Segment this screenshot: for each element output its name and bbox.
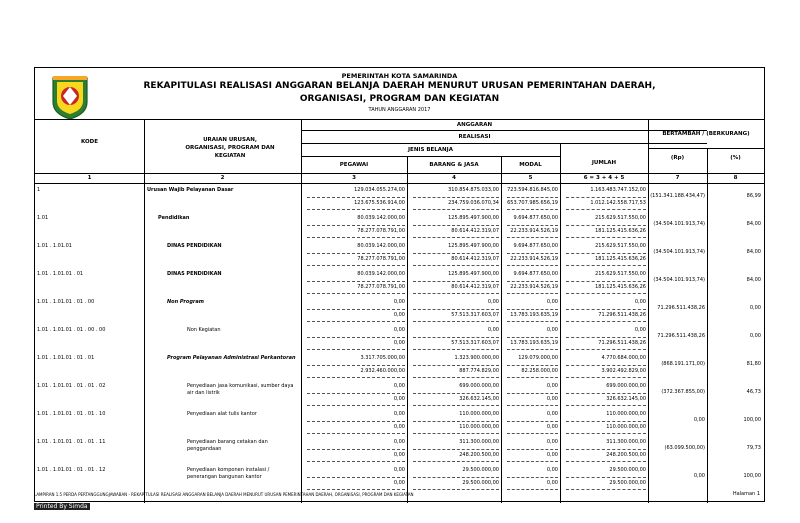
col-pct: (%) xyxy=(730,155,741,161)
row-anggaran-value: 80.039.142.000,00 xyxy=(357,243,405,249)
row-separator xyxy=(566,309,646,310)
row-separator xyxy=(566,477,646,478)
row-realisasi-value: 0,00 xyxy=(393,452,405,458)
row-kode: 1.01 . 1.01.01 xyxy=(37,243,72,249)
row-anggaran-value: 9.694.877.650,00 xyxy=(513,271,558,277)
row-anggaran-value: 9.694.877.650,00 xyxy=(513,243,558,249)
row-anggaran-value: 0,00 xyxy=(634,299,646,305)
row-realisasi-value: 57.513.317.603,07 xyxy=(451,312,499,318)
row-separator xyxy=(307,433,405,434)
row-realisasi-value: 22.233.914.526,19 xyxy=(510,284,558,290)
row-realisasi-value: 29.500.000,00 xyxy=(462,480,499,486)
col-bertambah: BERTAMBAH / (BERKURANG) xyxy=(662,131,750,137)
row-realisasi-value: 181.125.415.636,26 xyxy=(595,228,646,234)
row-anggaran-value: 0,00 xyxy=(546,299,558,305)
row-separator xyxy=(307,365,405,366)
col-modal: MODAL xyxy=(519,162,542,168)
row-separator xyxy=(413,309,499,310)
row-separator xyxy=(307,449,405,450)
row-anggaran-value: 0,00 xyxy=(487,327,499,333)
row-separator xyxy=(307,377,405,378)
row-separator xyxy=(566,265,646,266)
row-separator xyxy=(413,281,499,282)
row-separator xyxy=(307,281,405,282)
col-num-3: 3 xyxy=(352,175,356,181)
row-separator xyxy=(307,405,405,406)
row-separator xyxy=(566,237,646,238)
row-selisih-rp: (63.099.500,00) xyxy=(664,445,705,451)
row-anggaran-value: 110.000.000,00 xyxy=(459,411,499,417)
report-title-line1: REKAPITULASI REALISASI ANGGARAN BELANJA DAERAH MENURUT URUSAN PEMERINTAHAN DAERAH, xyxy=(143,81,656,91)
row-separator xyxy=(566,377,646,378)
row-separator xyxy=(413,489,499,490)
row-separator xyxy=(413,253,499,254)
row-separator xyxy=(307,225,405,226)
row-realisasi-value: 110.000.000,00 xyxy=(459,424,499,430)
row-separator xyxy=(307,253,405,254)
row-anggaran-value: 0,00 xyxy=(393,327,405,333)
printed-by-stamp: Printed By Simda xyxy=(36,503,88,510)
row-anggaran-value: 311.300.000,00 xyxy=(606,439,646,445)
row-separator xyxy=(566,393,646,394)
row-anggaran-value: 29.500.000,00 xyxy=(609,467,646,473)
row-realisasi-value: 78.277.078.791,00 xyxy=(357,228,405,234)
row-separator xyxy=(307,393,405,394)
row-separator xyxy=(307,477,405,478)
row-separator xyxy=(507,449,558,450)
row-uraian: Urusan Wajib Pelayanan Dasar xyxy=(147,187,234,193)
row-anggaran-value: 0,00 xyxy=(393,383,405,389)
gov-title: PEMERINTAH KOTA SAMARINDA xyxy=(341,72,458,80)
row-realisasi-value: 248.200.500,00 xyxy=(606,452,646,458)
row-anggaran-value: 110.000.000,00 xyxy=(606,411,646,417)
row-selisih-rp: (372.367.855,00) xyxy=(661,389,705,395)
row-realisasi-value: 326.632.145,00 xyxy=(606,396,646,402)
row-separator xyxy=(413,209,499,210)
row-kode: 1.01 . 1.01.01 . 01 . 01 xyxy=(37,355,95,361)
col-rp: (Rp) xyxy=(670,155,685,161)
row-anggaran-value: 215.629.517.550,00 xyxy=(595,243,646,249)
row-selisih-pct: 81,80 xyxy=(746,361,761,367)
col-jumlah: JUMLAH xyxy=(591,160,617,166)
row-anggaran-value: 311.300.000,00 xyxy=(459,439,499,445)
row-separator xyxy=(566,337,646,338)
row-kode: 1.01 . 1.01.01 . 01 . 01 . 11 xyxy=(37,439,106,445)
report-frame xyxy=(34,67,765,502)
jenis-line xyxy=(301,156,560,157)
row-anggaran-value: 0,00 xyxy=(393,467,405,473)
row-selisih-rp: (34.504.101.913,74) xyxy=(653,221,705,227)
row-realisasi-value: 80.614.412.319,07 xyxy=(451,228,499,234)
row-realisasi-value: 82.258.000,00 xyxy=(521,368,558,374)
row-anggaran-value: 0,00 xyxy=(546,467,558,473)
row-realisasi-value: 22.233.914.526,19 xyxy=(510,228,558,234)
row-kode: 1.01 . 1.01.01 . 01 xyxy=(37,271,84,277)
row-separator xyxy=(507,349,558,350)
row-kode: 1 xyxy=(37,187,41,193)
col-num-8: 8 xyxy=(733,175,738,181)
row-realisasi-value: 71.296.511.438,26 xyxy=(598,312,646,318)
row-realisasi-value: 234.759.036.070,34 xyxy=(448,200,499,206)
row-uraian: Penyediaan barang cetakan dan penggandaan xyxy=(187,439,268,452)
row-separator xyxy=(307,489,405,490)
row-realisasi-value: 80.614.412.319,07 xyxy=(451,284,499,290)
row-anggaran-value: 80.039.142.000,00 xyxy=(357,215,405,221)
row-realisasi-value: 0,00 xyxy=(393,396,405,402)
col-barang: BARANG & JASA xyxy=(429,162,479,168)
row-separator xyxy=(566,365,646,366)
col-anggaran: ANGGARAN xyxy=(456,122,493,128)
row-selisih-rp: (151.341.188.434,47) xyxy=(650,193,705,199)
anggaran-line xyxy=(301,130,707,131)
row-selisih-rp: (34.504.101.913,74) xyxy=(653,277,705,283)
row-anggaran-value: 129.034.055.274,00 xyxy=(354,187,405,193)
realisasi-line xyxy=(301,143,707,144)
row-selisih-pct: 100,00 xyxy=(743,473,761,479)
row-anggaran-value: 29.500.000,00 xyxy=(462,467,499,473)
row-anggaran-value: 215.629.517.550,00 xyxy=(595,271,646,277)
row-separator xyxy=(413,433,499,434)
row-selisih-rp: (34.504.101.913,74) xyxy=(653,249,705,255)
row-anggaran-value: 4.770.684.000,00 xyxy=(601,355,646,361)
row-separator xyxy=(507,365,558,366)
row-separator xyxy=(507,433,558,434)
row-selisih-rp: 71.296.511.438,26 xyxy=(657,333,705,339)
row-separator xyxy=(507,197,558,198)
row-separator xyxy=(507,237,558,238)
row-separator xyxy=(507,421,558,422)
row-separator xyxy=(566,281,646,282)
row-separator xyxy=(413,197,499,198)
row-separator xyxy=(307,237,405,238)
fiscal-year: TAHUN ANGGARAN 2017 xyxy=(368,107,431,113)
row-selisih-pct: 100,00 xyxy=(743,417,761,423)
row-anggaran-value: 723.594.816.845,00 xyxy=(507,187,558,193)
row-anggaran-value: 0,00 xyxy=(393,299,405,305)
row-separator xyxy=(566,405,646,406)
col-num-6: 6 = 3 + 4 + 5 xyxy=(583,175,625,181)
row-anggaran-value: 0,00 xyxy=(393,439,405,445)
row-anggaran-value: 215.629.517.550,00 xyxy=(595,215,646,221)
row-separator xyxy=(413,461,499,462)
row-separator xyxy=(507,477,558,478)
row-selisih-pct: 79,73 xyxy=(746,445,761,451)
row-realisasi-value: 110.000.000,00 xyxy=(606,424,646,430)
row-separator xyxy=(507,337,558,338)
row-anggaran-value: 125.895.497.900,00 xyxy=(448,271,499,277)
row-separator xyxy=(413,237,499,238)
row-selisih-pct: 86,99 xyxy=(746,193,761,199)
row-separator xyxy=(566,349,646,350)
col-divider xyxy=(560,143,561,503)
row-uraian: Pendidikan xyxy=(158,215,190,221)
row-selisih-rp: 0,00 xyxy=(693,473,705,479)
row-selisih-rp: 0,00 xyxy=(693,417,705,423)
row-realisasi-value: 123.675.536.914,00 xyxy=(354,200,405,206)
row-separator xyxy=(413,349,499,350)
row-separator xyxy=(307,309,405,310)
col-jenis: JENIS BELANJA xyxy=(408,147,453,153)
row-realisasi-value: 0,00 xyxy=(393,340,405,346)
row-separator xyxy=(307,421,405,422)
row-realisasi-value: 181.125.415.636,26 xyxy=(595,284,646,290)
row-separator xyxy=(507,309,558,310)
footer-note: LAMPIRAN 1.5 PERDA PERTANGGUNGJAWABAN - REKAPITULASI REALISASI ANGGARAN BELANJA DAERAH MENURUT URUSAN PEMERINTAHAN DAERAH, ORGANISASI, PROGRAM DAN KEGIATAN xyxy=(34,492,414,497)
row-realisasi-value: 0,00 xyxy=(393,312,405,318)
row-uraian: Non Program xyxy=(167,299,204,305)
row-realisasi-value: 80.614.412.319,07 xyxy=(451,256,499,262)
row-separator xyxy=(507,225,558,226)
row-selisih-rp: 71.296.511.438,26 xyxy=(657,305,705,311)
row-separator xyxy=(507,209,558,210)
row-uraian: DINAS PENDIDIKAN xyxy=(167,243,222,249)
row-anggaran-value: 699.000.000,00 xyxy=(459,383,499,389)
row-separator xyxy=(413,405,499,406)
row-anggaran-value: 1.163.483.747.152,00 xyxy=(590,187,646,193)
row-uraian: DINAS PENDIDIKAN xyxy=(167,271,222,277)
row-kode: 1.01 xyxy=(37,215,49,221)
row-anggaran-value: 0,00 xyxy=(546,327,558,333)
row-anggaran-value: 129.079.000,00 xyxy=(518,355,558,361)
col-num-2: 2 xyxy=(220,175,225,181)
row-separator xyxy=(566,449,646,450)
row-realisasi-value: 0,00 xyxy=(546,424,558,430)
row-realisasi-value: 22.233.914.526,19 xyxy=(510,256,558,262)
row-realisasi-value: 13.783.193.635,19 xyxy=(510,312,558,318)
row-realisasi-value: 3.902.492.829,00 xyxy=(601,368,646,374)
row-anggaran-value: 0,00 xyxy=(546,411,558,417)
row-realisasi-value: 0,00 xyxy=(546,480,558,486)
row-anggaran-value: 0,00 xyxy=(487,299,499,305)
col-num-5: 5 xyxy=(528,175,533,181)
row-realisasi-value: 181.125.415.636,26 xyxy=(595,256,646,262)
row-selisih-pct: 84,00 xyxy=(746,277,761,283)
row-realisasi-value: 0,00 xyxy=(393,480,405,486)
row-kode: 1.01 . 1.01.01 . 01 . 01 . 02 xyxy=(37,383,106,389)
row-separator xyxy=(566,197,646,198)
row-anggaran-value: 125.895.497.900,00 xyxy=(448,243,499,249)
row-separator xyxy=(413,449,499,450)
row-uraian: Penyediaan alat tulis kantor xyxy=(187,411,257,417)
row-separator xyxy=(566,461,646,462)
row-separator xyxy=(566,209,646,210)
row-realisasi-value: 78.277.078.791,00 xyxy=(357,256,405,262)
row-realisasi-value: 326.632.145,00 xyxy=(459,396,499,402)
row-uraian: Penyediaan komponen instalasi / penerangan bangunan kantor xyxy=(187,467,270,480)
row-separator xyxy=(507,393,558,394)
row-realisasi-value: 653.707.985.656,19 xyxy=(507,200,558,206)
row-separator xyxy=(413,393,499,394)
col-pegawai: PEGAWAI xyxy=(339,162,369,168)
row-separator xyxy=(307,321,405,322)
row-selisih-rp: (868.191.171,00) xyxy=(661,361,705,367)
row-separator xyxy=(507,281,558,282)
row-separator xyxy=(307,461,405,462)
row-separator xyxy=(566,421,646,422)
bertambah-line xyxy=(648,148,764,149)
row-anggaran-value: 9.694.877.650,00 xyxy=(513,215,558,221)
row-separator xyxy=(507,293,558,294)
row-kode: 1.01 . 1.01.01 . 01 . 00 xyxy=(37,299,95,305)
row-separator xyxy=(413,421,499,422)
row-anggaran-value: 699.000.000,00 xyxy=(606,383,646,389)
row-anggaran-value: 0,00 xyxy=(546,439,558,445)
row-separator xyxy=(507,405,558,406)
row-realisasi-value: 71.296.511.438,26 xyxy=(598,340,646,346)
report-title-line2: ORGANISASI, PROGRAM DAN KEGIATAN xyxy=(299,94,500,104)
row-separator xyxy=(413,321,499,322)
row-realisasi-value: 29.500.000,00 xyxy=(609,480,646,486)
row-separator xyxy=(507,265,558,266)
row-separator xyxy=(566,321,646,322)
row-separator xyxy=(566,489,646,490)
col-realisasi: REALISASI xyxy=(458,134,491,140)
row-realisasi-value: 1.012.142.558.717,53 xyxy=(590,200,646,206)
row-separator xyxy=(307,265,405,266)
row-separator xyxy=(307,337,405,338)
row-selisih-pct: 0,00 xyxy=(749,333,761,339)
row-realisasi-value: 248.200.500,00 xyxy=(459,452,499,458)
page-number: Halaman 1 xyxy=(732,491,760,497)
row-anggaran-value: 125.895.497.900,00 xyxy=(448,215,499,221)
col-num-1: 1 xyxy=(87,175,92,181)
row-realisasi-value: 0,00 xyxy=(546,396,558,402)
row-separator xyxy=(413,337,499,338)
row-realisasi-value: 13.783.193.635,19 xyxy=(510,340,558,346)
row-separator xyxy=(307,349,405,350)
row-separator xyxy=(307,209,405,210)
row-separator xyxy=(413,225,499,226)
row-anggaran-value: 80.039.142.000,00 xyxy=(357,271,405,277)
col-num-7: 7 xyxy=(675,175,680,181)
row-separator xyxy=(566,433,646,434)
col-num-4: 4 xyxy=(452,175,456,181)
row-selisih-pct: 46,73 xyxy=(746,389,761,395)
row-kode: 1.01 . 1.01.01 . 01 . 01 . 12 xyxy=(37,467,106,473)
row-uraian: Non Kegiatan xyxy=(187,327,221,333)
row-selisih-pct: 84,00 xyxy=(746,249,761,255)
col-uraian: URAIAN URUSAN, ORGANISASI, PROGRAM DAN KEGIATAN xyxy=(185,137,275,159)
row-separator xyxy=(566,293,646,294)
row-anggaran-value: 0,00 xyxy=(546,383,558,389)
row-realisasi-value: 0,00 xyxy=(393,424,405,430)
row-anggaran-value: 310.854.875.033,00 xyxy=(448,187,499,193)
row-realisasi-value: 887.774.829,00 xyxy=(459,368,499,374)
row-selisih-pct: 0,00 xyxy=(749,305,761,311)
row-uraian: Program Pelayanan Administrasi Perkantoran xyxy=(167,355,296,361)
row-separator xyxy=(566,253,646,254)
row-kode: 1.01 . 1.01.01 . 01 . 01 . 10 xyxy=(37,411,106,417)
row-realisasi-value: 78.277.078.791,00 xyxy=(357,284,405,290)
row-separator xyxy=(307,293,405,294)
row-separator xyxy=(413,293,499,294)
row-separator xyxy=(413,377,499,378)
row-realisasi-value: 2.932.460.000,00 xyxy=(360,368,405,374)
row-separator xyxy=(413,265,499,266)
row-realisasi-value: 57.513.317.603,07 xyxy=(451,340,499,346)
row-anggaran-value: 3.317.705.000,00 xyxy=(360,355,405,361)
row-separator xyxy=(507,377,558,378)
row-kode: 1.01 . 1.01.01 . 01 . 00 . 00 xyxy=(37,327,106,333)
row-separator xyxy=(507,253,558,254)
row-anggaran-value: 0,00 xyxy=(634,327,646,333)
row-separator xyxy=(307,197,405,198)
row-realisasi-value: 0,00 xyxy=(546,452,558,458)
row-separator xyxy=(566,225,646,226)
row-anggaran-value: 1.323.900.000,00 xyxy=(454,355,499,361)
row-separator xyxy=(507,321,558,322)
row-separator xyxy=(413,365,499,366)
row-anggaran-value: 0,00 xyxy=(393,411,405,417)
row-separator xyxy=(507,461,558,462)
row-selisih-pct: 84,00 xyxy=(746,221,761,227)
row-separator xyxy=(413,477,499,478)
row-separator xyxy=(507,489,558,490)
row-uraian: Penyediaan jasa komunikasi, sumber daya air dan listrik xyxy=(187,383,294,396)
col-kode: KODE xyxy=(80,139,98,145)
